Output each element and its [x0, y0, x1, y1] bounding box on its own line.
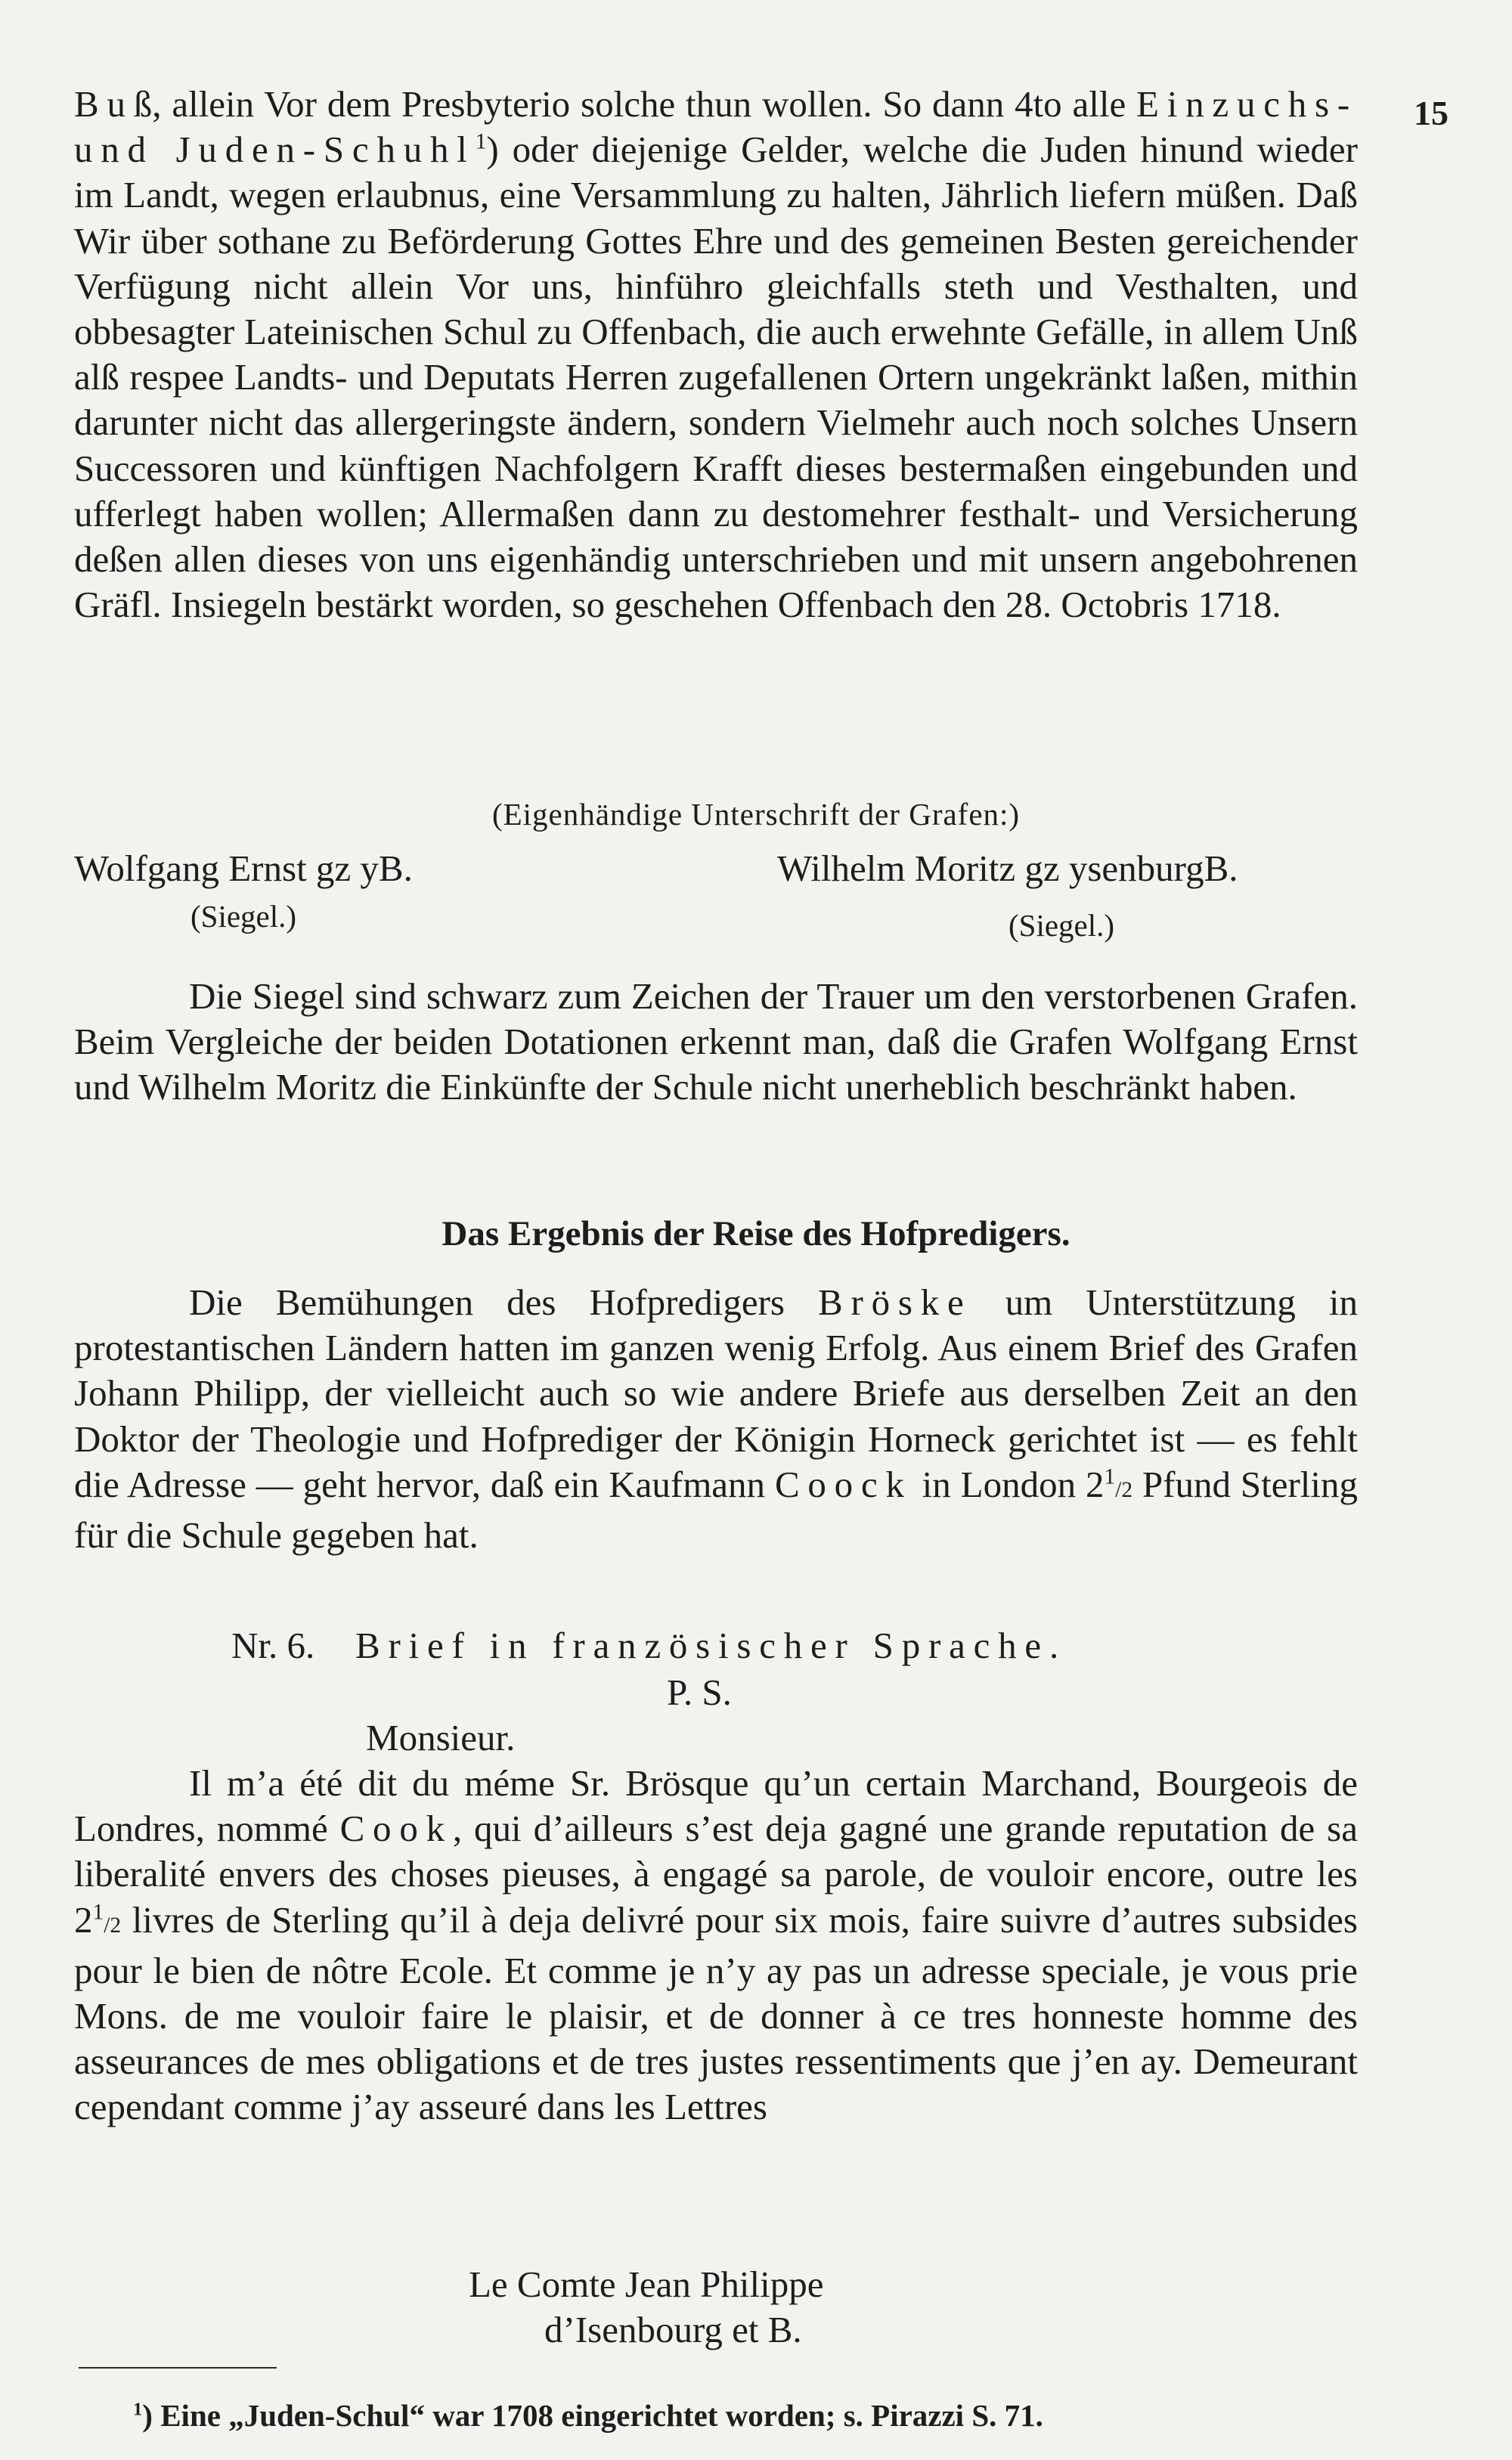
letter-number: Nr. 6. [231, 1625, 315, 1666]
paragraph-seals: Die Siegel sind schwarz zum Zeichen der Trauer um den verstorbenen Grafen. Beim Vergleiche der beiden Dotationen erkennt man, daß die Grafen Wolfgang Ernst und Wilhelm Moritz die Einkünfte der Schule nicht unerheblich beschränkt haben. [74, 975, 1358, 1108]
signature-wolfgang: Wolfgang Ernst gz yB. [74, 847, 413, 889]
spaced-word: Bu [74, 83, 134, 125]
paragraph-charter-end: Buß, allein Vor dem Presbyterio solche thun wollen. So dann 4to alle Einzuchs- und Juden-Schuhl$^1$) oder diejenige Gelder, welche die Juden hinund wieder im Landt, wegen erlaubnus, eine Versammlung zu halten, Jährlich liefern müßen. Daß Wir über sothane zu Beförderung Gottes Ehre und des gemeinen Besten gereichender Verfügung nicht allein Vor uns, hinführo gleichfalls steth und Vesthalten, und obbesagter Lateinischen Schul zu Offenbach, die auch erwehnte Gefälle, in allem Unß alß respee Landts- und Deputats Herren zugefallenen Ortern ungekränkt laßen, mithin darunter nicht das allergeringste ändern, sondern Vielmehr auch noch solches Unsern Successoren und künftigen Nachfolgern Krafft dieses bestermaßen eingebunden und ufferlegt haben wollen; Allermaßen dann zu destomehrer festhalt- und Versicherung deßen allen dieses von uns eigenhändig unterschrieben und mit unsern angebohrenen Gräfl. Insiegeln bestärkt worden, so geschehen Offenbach den 28. Octobris 1718. [74, 83, 1358, 626]
name-cook: Cook [339, 1808, 453, 1850]
name-coock: Coock [774, 1463, 912, 1505]
signature-wilhelm: Wilhelm Moritz gz ysenburgB. [777, 847, 1238, 889]
name-broeske: Bröske [818, 1281, 972, 1323]
body-text-journey [74, 1280, 1358, 1558]
section-heading: Das Ergebnis der Reise des Hofpredigers. [442, 1214, 1070, 1253]
letter-closing-line-2: d’Isenbourg et B. [544, 2309, 802, 2350]
body-text-letter [74, 1761, 1358, 2130]
letter-ps: P. S. [667, 1671, 732, 1713]
seal-right: (Siegel.) [1009, 908, 1115, 943]
footnote-divider [79, 2367, 277, 2369]
paragraph-letter: Il m’a été dit du méme Sr. Brösque qu’un certain Marchand, Bourgeois de Londres, nommé Cook, qui d’ailleurs s’est deja gagné une grande reputation de sa liberalité envers des choses pieuses, à engagé sa parole, de vouloir encore, outre les $2^1/2$ livres de Sterling qu’il à deja delivré pour six mois, faire suivre d’autres subsides pour le bien de nôtre Ecole. Et comme je n’y ay pas un adresse speciale, je vous prie Mons. de me vouloir faire le plaisir, et de donner à ce tres honneste homme des asseurances de mes obligations et de tres justes ressentiments que j’en ay. Demeurant cependant comme j’ay asseuré dans les Lettres [74, 1762, 1358, 2128]
signature-caption: (Eigenhändige Unterschrift der Grafen:) [491, 797, 1021, 832]
seal-left: (Siegel.) [191, 899, 297, 934]
body-text-top [74, 82, 1358, 627]
page-number: 15 [1414, 94, 1448, 132]
footnote: $^1$) Eine „Juden-Schul“ war 1708 eingerichtet worden; s. Pirazzi S. 71. [133, 2398, 1043, 2433]
footnote-marker: 1 [475, 129, 487, 154]
letter-title: Brief in französischer Sprache. [355, 1625, 1067, 1666]
paragraph-journey: Die Bemühungen des Hofpredigers Bröske um Unterstützung in protestantischen Ländern hatten im ganzen wenig Erfolg. Aus einem Brief des Grafen Johann Philipp, der vielleicht auch so wie andere Briefe aus derselben Zeit an den Doktor der Theologie und Hofprediger der Königin Horneck gerichtet ist — es fehlt die Adresse — geht hervor, daß ein Kaufmann Coock in London $2^1/2$ Pfund Sterling für die Schule gegeben hat. [74, 1281, 1359, 1557]
body-text-seals [74, 974, 1358, 1111]
letter-salutation: Monsieur. [366, 1717, 516, 1758]
letter-closing-line-1: Le Comte Jean Philippe [469, 2263, 824, 2305]
spaced-term: Einzuchs- und Juden-Schuhl [74, 83, 1358, 171]
